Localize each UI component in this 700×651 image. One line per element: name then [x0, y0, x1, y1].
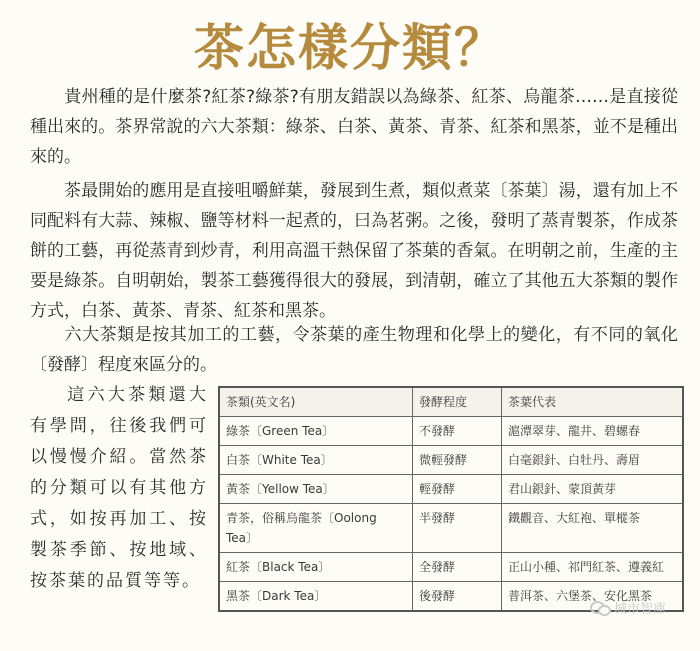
cell-fermentation: 半發酵: [413, 504, 502, 553]
paragraph-2-text: 茶最開始的應用是直接咀嚼鮮葉，發展到生煮，類似煮菜〔茶葉〕湯，還有加上不同配料有大蒜、辣椒、鹽等材料一起煮的，曰為茗粥。之後，發明了蒸青製茶，作成茶餅的工藝，再從蒸青到炒青，利用高溫干熱保留了茶葉的香氣。在明朝之前，生產的主要是綠茶。自明朝始，製茶工藝獲得很大的發展，到清朝，確立了其他五大茶類的製作方式，白茶、黃茶、青茶、紅茶和黑茶。: [30, 181, 678, 321]
cell-category: 白茶〔White Tea〕: [219, 446, 413, 475]
paragraph-3-text: 六大茶類是按其加工的工藝，令茶葉的產生物理和化學上的變化，有不同的氧化〔發酵〕程度來區分的。: [30, 325, 678, 375]
header-fermentation: 發酵程度: [413, 387, 502, 417]
cell-category: 綠茶〔Green Tea〕: [219, 417, 413, 446]
cell-representatives: 鐵觀音、大紅袍、單樅茶: [502, 504, 684, 553]
header-category: 茶類(英文名): [219, 387, 413, 417]
cell-fermentation: 不發酵: [413, 417, 502, 446]
tea-classification-table: [218, 386, 684, 612]
cell-representatives: 滬潭翠芽、龍井、碧螺春: [502, 417, 684, 446]
paragraph-1-text: 貴州種的是什麼茶?紅茶?綠茶?有朋友錯誤以為綠茶、紅茶、烏龍茶……是直接從種出來的。茶界常說的六大茶類：綠茶、白茶、黃茶、青茶、紅茶和黑茶，並不是種出來的。: [30, 87, 678, 167]
table-row: [219, 446, 683, 475]
paragraph-1: [30, 82, 678, 172]
cell-fermentation: 後發酵: [413, 582, 502, 612]
cell-fermentation: 輕發酵: [413, 475, 502, 504]
cell-representatives: 普洱茶、六堡茶、安化黑茶: [502, 582, 684, 612]
cell-category: 黑茶〔Dark Tea〕: [219, 582, 413, 612]
cell-category: 黃茶〔Yellow Tea〕: [219, 475, 413, 504]
table-row: [219, 475, 683, 504]
cell-category: 青茶，俗稱烏龍茶〔Oolong Tea〕: [219, 504, 413, 553]
cell-fermentation: 全發酵: [413, 553, 502, 582]
page-title: 茶怎樣分類？: [194, 18, 506, 77]
cell-fermentation: 微輕發酵: [413, 446, 502, 475]
paragraph-2: [30, 176, 678, 326]
table-header-row: [219, 387, 683, 417]
table-row: [219, 417, 683, 446]
cell-category: 紅茶〔Black Tea〕: [219, 553, 413, 582]
wechat-icon: [590, 601, 610, 615]
side-paragraph: [30, 380, 208, 597]
cell-representatives: 君山銀針、蒙頂黃芽: [502, 475, 684, 504]
table-row: [219, 553, 683, 582]
cell-representatives: 白毫銀針、白牡丹、壽眉: [502, 446, 684, 475]
header-representatives: 茶葉代表: [502, 387, 684, 417]
watermark: [590, 598, 666, 617]
paragraph-3: [30, 320, 678, 380]
watermark-text: 城市智庫: [614, 602, 667, 617]
table-row: [219, 504, 683, 553]
side-paragraph-text: 這六大茶類還大有學問，往後我們可以慢慢介紹。當然茶的分類可以有其他方式，如按再加工、按製茶季節、按地域、按茶葉的品質等等。: [30, 385, 208, 591]
cell-representatives: 正山小種、祁門紅茶、遵義紅: [502, 553, 684, 582]
